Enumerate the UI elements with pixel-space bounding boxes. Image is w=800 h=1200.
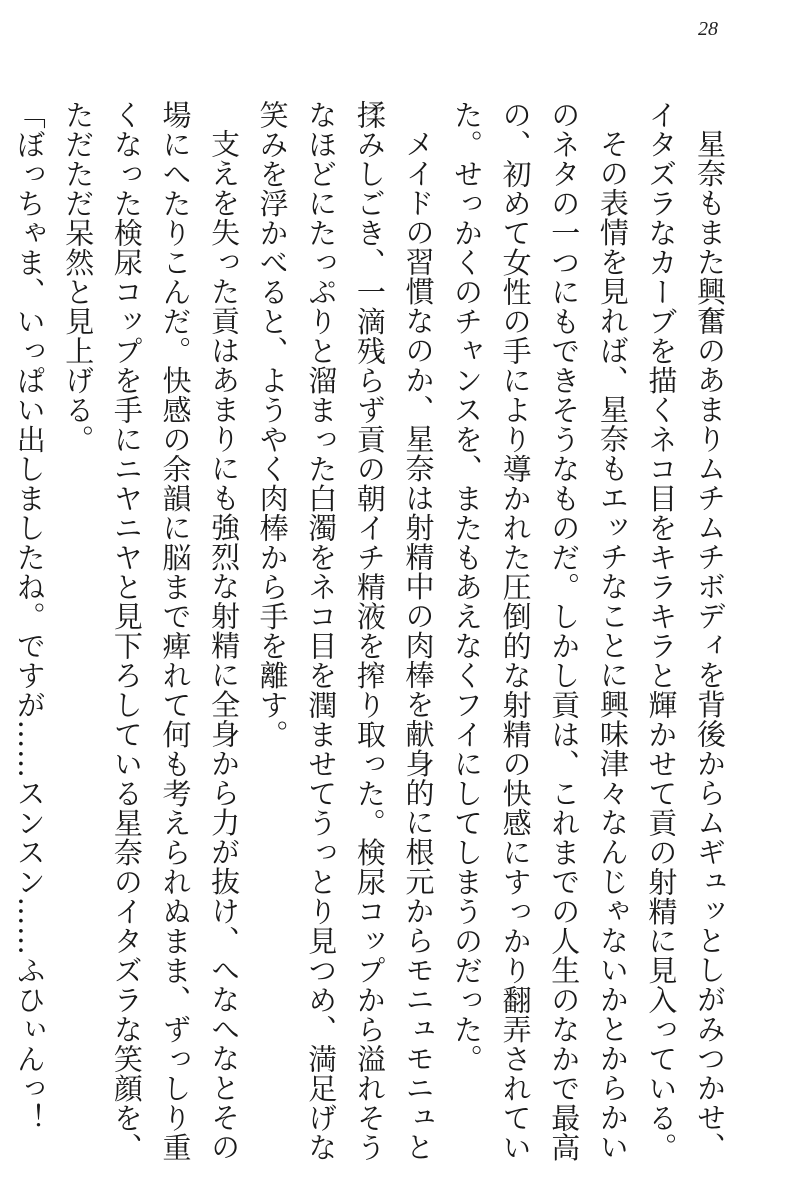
body-text (12, 100, 734, 1180)
paragraph: 星奈もまた興奮のあまりムチムチボディを背後からムギュッとしがみつかせ、イタズラなカーブを描くネコ目をキラキラと輝かせて貢の射精に見入っている。 (644, 100, 727, 1162)
dialogue-paragraph: 「ぼっちゃま、いっぱい出しましたね。ですが……スンスン……ふひぃんっ！ (12, 100, 47, 1133)
paragraph: その表情を見れば、星奈もエッチなことに興味津々なんじゃないかとからかいのネタの一つにもできそうなものだ。しかし貢は、これまでの人生のなかで最高の、初めて女性の手により導かれた圧倒的な射精の快感にすっかり翻弄されていた。せっかくのチャンスを、またもあえなくフイにしてしまうのだった。 (450, 100, 630, 1162)
paragraph: メイドの習慣なのか、星奈は射精中の肉棒を献身的に根元からモニュモニュと揉みしごき、一滴残らず貢の朝イチ精液を搾り取った。検尿コップから溢れそうなほどにたっぷりと溜まった白濁をネコ目を潤ませてうっとり見つめ、満足げな笑みを浮かべると、ようやく肉棒から手を離す。 (255, 100, 436, 1162)
paragraph: 支えを失った貢はあまりにも強烈な射精に全身から力が抜け、へなへなとその場にへたりこんだ。快感の余韻に脳まで痺れて何も考えられぬまま、ずっしり重くなった検尿コップを手にニヤニヤと見下ろしている星奈のイタズラな笑顔を、ただただ呆然と見上げる。 (61, 100, 242, 1162)
page-number: 28 (698, 18, 718, 40)
